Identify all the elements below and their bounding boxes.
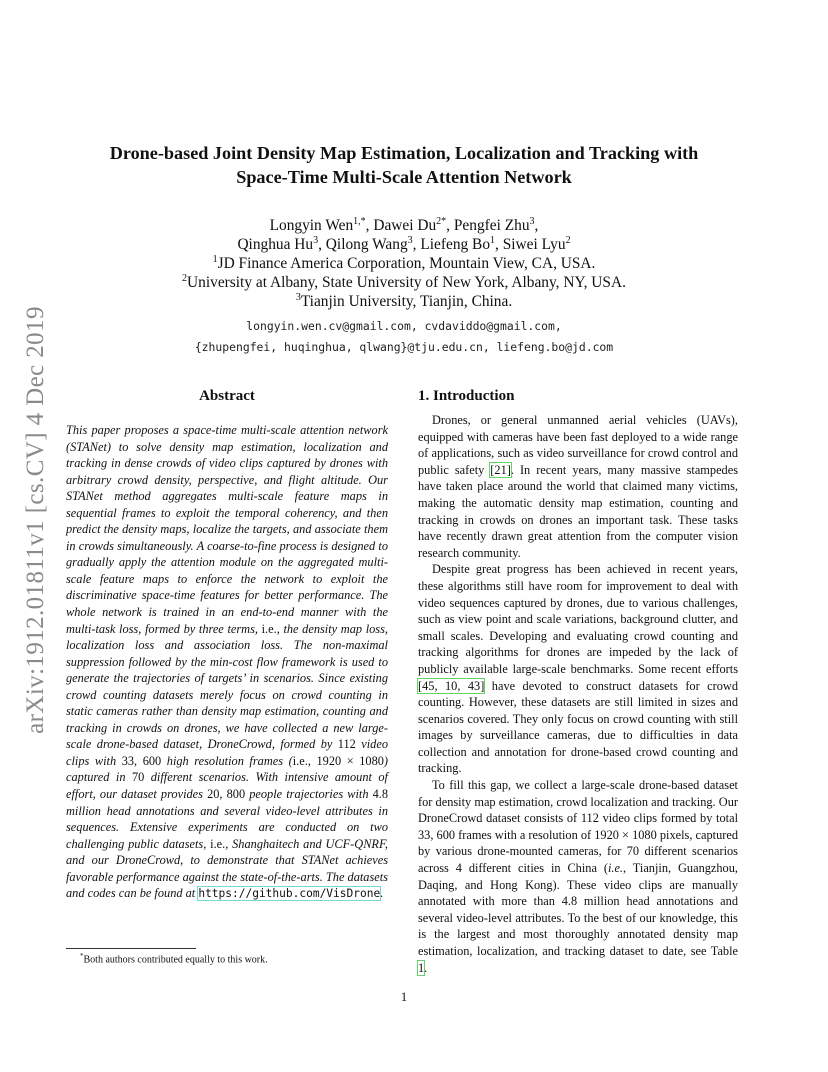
author-name: , Siwei Lyu	[495, 236, 566, 253]
title-line-2: Space-Time Multi-Scale Attention Network	[236, 167, 572, 187]
abstract-body	[66, 422, 388, 903]
author-sup: 1,*	[353, 215, 366, 227]
author-name: , Pengfei Zhu	[446, 217, 530, 234]
abstract-text: , the density map loss, localization loss and association loss. The non-maximal suppression followed by the min-cost flow framework is used to generate the trajectories of targets’ in scenarios. Since existing crowd counting datasets merely focus on crowd counting in static cameras rather than density map estimation, counting and tracking in crowds on drones, we have collected a new large-scale drone-based dataset, DroneCrowd, formed by	[66, 621, 388, 752]
intro-text: i.e.	[607, 861, 624, 876]
author-line-2	[104, 235, 704, 254]
author-line-1	[104, 216, 704, 235]
footnote-rule	[66, 948, 196, 949]
email-line-2: {zhupengfei, huqinghua, qlwang}@tju.edu.cn, liefeng.bo@jd.com	[194, 340, 614, 354]
citation-sep: ,	[457, 678, 468, 693]
citation-link[interactable]: 10	[445, 678, 458, 693]
affiliation-sup: 2	[182, 272, 188, 284]
author-name: Longyin Wen	[269, 217, 354, 234]
author-sep: ,	[534, 217, 539, 234]
arxiv-identifier-text: arXiv:1912.01811v1 [cs.CV] 4 Dec 2019	[22, 306, 49, 734]
abstract-text: ) captured in	[66, 753, 389, 785]
author-block	[104, 216, 704, 311]
arxiv-identifier	[16, 290, 56, 750]
intro-paragraph-3	[418, 777, 738, 976]
abstract-text: video clips with	[66, 737, 388, 768]
citation-link[interactable]: [21]	[490, 462, 511, 477]
email-block	[104, 316, 704, 358]
footnote	[80, 952, 268, 965]
author-name: , Qilong Wang	[318, 236, 408, 253]
abstract-number: 20, 800	[207, 787, 246, 802]
abstract-number: 112	[337, 737, 356, 752]
intro-text: Despite great progress has been achieved in recent years, these algorithms still have room for improvement to deal with video sequences captured by drones, due to various challenges, such as view point and scale variations, background clutter, and small scales. Developing and evaluating crowd counting and tracking algorithms for drones are impeded by the lack of publicly available large-scale benchmarks. Some recent efforts	[418, 562, 738, 676]
citation-link[interactable]: 45	[422, 678, 435, 693]
affiliation-3	[104, 292, 704, 311]
abstract-text: ,	[307, 753, 317, 768]
intro-text: . In recent years, many massive stampedes have taken place around the world that claimed many victims, making the automatic density map estimation, counting and tracking in crowds on drones an important task. These tasks have recently drawn great attention from the computer vision research community.	[418, 462, 739, 560]
author-sup: 2	[565, 234, 571, 246]
table-link[interactable]: 1	[418, 960, 425, 975]
abstract-text: people trajectories with	[245, 787, 373, 802]
affiliation-sup: 1	[212, 253, 218, 265]
abstract-number: 4.8	[372, 787, 389, 802]
abstract-number: 70	[131, 770, 145, 785]
affiliation-text: JD Finance America Corporation, Mountain View, CA, USA.	[217, 255, 596, 272]
abstract-heading: Abstract	[199, 388, 255, 404]
footnote-text: Both authors contributed equally to this work.	[83, 954, 268, 966]
abstract-text: million head annotations and several video-level attributes in sequences. Extensive experiments are conducted on two challenging public datasets,	[66, 803, 388, 851]
author-sup: 2*	[436, 215, 447, 227]
title-line-1: Drone-based Joint Density Map Estimation, Localization and Tracking with	[109, 143, 699, 163]
abstract-text: This paper proposes a space-time multi-scale attention network (STANet) to solve density map estimation, localization and tracking in dense crowds of video clips captured by drones with arbitrary crowd density, perspective, and flight altitude. Our STANet method aggregates multi-scale feature maps in sequential frames to exploit the temporal coherency, and then predict the density maps, localize the targets, and associate them in crowds simultaneously. A coarse-to-fine process is designed to gradually apply the attention module on the aggregated multi-scale feature maps to enforce the network to exploit the discriminative space-time features for better performance. The whole network is trained in an end-to-end manner with the multi-task loss, formed by three terms,	[66, 423, 388, 636]
author-name: , Liefeng Bo	[412, 236, 491, 253]
abstract-text: i.e.	[292, 753, 308, 768]
citation-bracket: ]	[480, 678, 485, 693]
affiliation-text: University at Albany, State University of New York, Albany, NY, USA.	[187, 274, 626, 291]
abstract-number: 33, 600	[121, 753, 162, 768]
author-sup: 3	[529, 215, 535, 227]
affiliation-text: Tianjin University, Tianjin, China.	[300, 293, 513, 310]
intro-text: Drones, or general unmanned aerial vehicles (UAVs), equipped with cameras have been fast deployed to a wide range of applications, such as video surveillance for crowd control and public safety	[418, 413, 738, 477]
affiliation-2	[104, 273, 704, 292]
paper-title	[64, 141, 744, 189]
page-number: 1	[400, 990, 408, 1004]
intro-text: , Tianjin, Guangzhou, Daqing, and Hong Kong). These video clips are manually annotated with more than 4.8 million head annotations and several video-level attributes. To the best of our knowledge, this is the largest and most thoroughly annotated density map estimation, localization, and tracking dataset to date, see Table	[418, 861, 738, 958]
author-sup: 1	[490, 234, 496, 246]
author-sup: 3	[407, 234, 413, 246]
intro-text: To fill this gap, we collect a large-scale drone-based dataset for density map estimation, crowd localization and tracking. Our DroneCrowd dataset consists of 112 video clips formed by total 33, 600 frames with a resolution of 1920 × 1080 pixels, captured by various drone-mounted cameras, for 70 different scenarios across 4 different cities in China (	[418, 778, 738, 876]
citation-bracket: [	[418, 678, 423, 693]
abstract-text: different scenarios. With intensive amount of effort, our dataset provides	[66, 770, 388, 802]
citation-group	[418, 679, 484, 693]
email-line-1: longyin.wen.cv@gmail.com, cvdaviddo@gmail.com,	[246, 319, 562, 333]
affiliation-1	[104, 254, 704, 273]
intro-body	[418, 412, 738, 976]
intro-paragraph-2	[418, 561, 738, 777]
github-link[interactable]: https://github.com/VisDrone	[198, 887, 381, 901]
abstract-text: , Shanghaitech and UCF-QNRF, and our DroneCrowd, to demonstrate that STANet achieves favorable performance against the state-of-the-arts. The datasets and codes can be found at	[66, 836, 389, 901]
citation-link[interactable]: 43	[467, 678, 481, 693]
intro-heading: 1. Introduction	[418, 388, 515, 404]
intro-text: .	[424, 960, 428, 975]
author-sup: 3	[313, 234, 319, 246]
abstract-text: i.e.	[261, 621, 277, 636]
intro-paragraph-1	[418, 412, 738, 561]
abstract-text: .	[380, 886, 384, 901]
abstract-number: 1920 × 1080	[316, 753, 384, 768]
author-name: Qinghua Hu	[237, 236, 314, 253]
footnote-mark: *	[80, 952, 84, 960]
intro-text: have devoted to construct datasets for crowd counting. However, these datasets are still limited in sizes and scenarios covered. They only focus on crowd counting with still images by surveillance cameras, due to difficulties in data collection and annotation for drone-based crowd counting and tracking.	[418, 678, 738, 776]
abstract-text: i.e.	[210, 836, 226, 851]
citation-sep: ,	[434, 678, 445, 693]
abstract-text: high resolution frames (	[161, 753, 293, 768]
affiliation-sup: 3	[295, 291, 301, 303]
author-name: , Dawei Du	[365, 217, 437, 234]
